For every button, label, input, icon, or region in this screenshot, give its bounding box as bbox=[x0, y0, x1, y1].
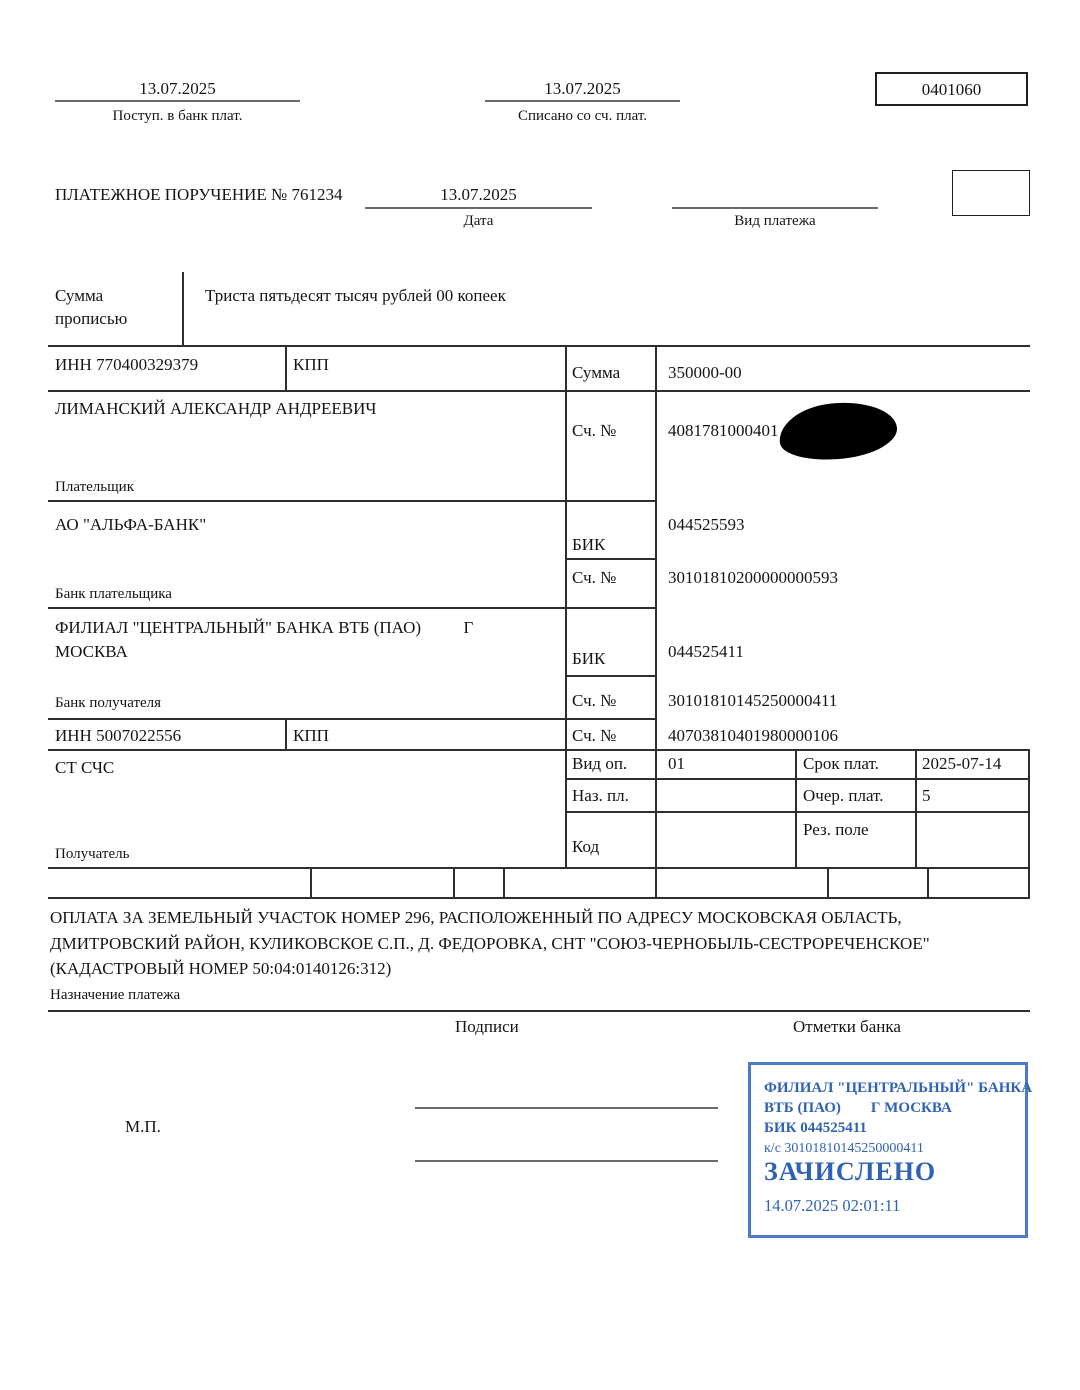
bank-stamp bbox=[748, 1062, 1033, 1238]
table-line bbox=[565, 345, 567, 867]
payer-bank-section-label: Банк плательщика bbox=[55, 586, 172, 602]
op-type-value: 01 bbox=[668, 754, 685, 773]
table-line bbox=[655, 345, 657, 897]
code-label: Код bbox=[572, 837, 600, 856]
purpose-section-label: Назначение платежа bbox=[50, 987, 181, 1003]
table-line bbox=[310, 867, 312, 897]
table-line bbox=[503, 867, 505, 897]
payer-account-label: Сч. № bbox=[572, 421, 617, 440]
payer-bank-account-label: Сч. № bbox=[572, 568, 617, 587]
table-line bbox=[927, 867, 929, 897]
mp-label: М.П. bbox=[125, 1117, 161, 1136]
doc-title: ПЛАТЕЖНОЕ ПОРУЧЕНИЕ № 761234 bbox=[55, 185, 343, 204]
table-line bbox=[285, 718, 287, 749]
amount-words-label-1: Сумма bbox=[55, 286, 104, 305]
payer-account-value: 4081781000401 bbox=[668, 421, 779, 440]
payer-bank-name: АО "АЛЬФА-БАНК" bbox=[55, 515, 207, 534]
stamp-corr-account: к/с 30101810145250000411 bbox=[764, 1141, 924, 1156]
payer-bank-bik-value: 044525593 bbox=[668, 515, 745, 534]
sum-label: Сумма bbox=[572, 363, 621, 382]
stamp-bank-name-line2: ВТБ (ПАО) Г МОСКВА bbox=[764, 1100, 952, 1116]
payment-type-box bbox=[952, 170, 1030, 216]
doc-date-underline bbox=[365, 207, 592, 209]
doc-date-label: Дата bbox=[463, 213, 494, 229]
priority-label: Очер. плат. bbox=[803, 786, 884, 805]
payee-bank-account-value: 30101810145250000411 bbox=[668, 691, 838, 710]
payee-bank-account-label: Сч. № bbox=[572, 691, 617, 710]
stamp-bank-name-line1: ФИЛИАЛ "ЦЕНТРАЛЬНЫЙ" БАНКА bbox=[764, 1080, 1033, 1096]
payee-bank-bik-label: БИК bbox=[572, 649, 606, 668]
bank-marks-label: Отметки банка bbox=[793, 1017, 901, 1036]
payee-section-label: Получатель bbox=[55, 846, 130, 862]
payee-account-label: Сч. № bbox=[572, 726, 617, 745]
signatures-label: Подписи bbox=[455, 1017, 519, 1036]
sum-value: 350000-00 bbox=[668, 363, 742, 382]
amount-words-value: Триста пятьдесят тысяч рублей 00 копеек bbox=[205, 286, 506, 305]
stamp-datetime: 14.07.2025 02:01:11 bbox=[764, 1196, 901, 1215]
table-line bbox=[453, 867, 455, 897]
payer-bank-bik-label: БИК bbox=[572, 535, 606, 554]
table-line bbox=[48, 867, 1030, 869]
payment-type-underline bbox=[672, 207, 878, 209]
table-line bbox=[565, 811, 1030, 813]
table-line bbox=[565, 778, 1030, 780]
payee-bank-section-label: Банк получателя bbox=[55, 695, 162, 711]
payer-kpp-label: КПП bbox=[293, 355, 329, 374]
table-line bbox=[48, 390, 1030, 392]
stamp-status: ЗАЧИСЛЕНО bbox=[764, 1157, 937, 1186]
table-line bbox=[565, 558, 657, 560]
form-number-box bbox=[875, 72, 1028, 106]
payee-account-value: 40703810401980000106 bbox=[668, 726, 838, 745]
table-line bbox=[1028, 749, 1030, 897]
form-number: 0401060 bbox=[921, 80, 982, 99]
table-line bbox=[795, 749, 797, 867]
payer-name: ЛИМАНСКИЙ АЛЕКСАНДР АНДРЕЕВИЧ bbox=[55, 399, 377, 418]
table-line bbox=[48, 749, 1030, 751]
table-line bbox=[48, 897, 1030, 899]
payer-bank-account-value: 30101810200000000593 bbox=[668, 568, 838, 587]
signature-line bbox=[415, 1107, 718, 1109]
debited-date-label: Списано со сч. плат. bbox=[517, 108, 648, 124]
table-line bbox=[827, 867, 829, 897]
signature-line bbox=[415, 1160, 718, 1162]
payee-bank-name-line1: ФИЛИАЛ "ЦЕНТРАЛЬНЫЙ" БАНКА ВТБ (ПАО) Г bbox=[55, 618, 474, 637]
table-line bbox=[48, 1010, 1030, 1012]
payer-section-label: Плательщик bbox=[55, 479, 134, 495]
reserve-field-label: Рез. поле bbox=[803, 820, 869, 839]
payee-kpp-label: КПП bbox=[293, 726, 329, 745]
debited-date-underline bbox=[485, 100, 680, 102]
due-date-label: Срок плат. bbox=[803, 754, 879, 773]
redaction-mark bbox=[776, 397, 899, 465]
payee-bank-bik-value: 044525411 bbox=[668, 642, 744, 661]
op-type-label: Вид оп. bbox=[572, 754, 628, 773]
table-line bbox=[915, 749, 917, 867]
payment-type-label: Вид платежа bbox=[734, 213, 816, 229]
table-line bbox=[565, 675, 657, 677]
table-line bbox=[48, 345, 1030, 347]
received-date-label: Поступ. в банк плат. bbox=[112, 108, 243, 124]
received-date-value: 13.07.2025 bbox=[139, 79, 216, 98]
doc-date-value: 13.07.2025 bbox=[440, 185, 517, 204]
payer-inn: ИНН 770400329379 bbox=[55, 355, 199, 374]
amount-words-label-2: прописью bbox=[55, 309, 128, 328]
table-line bbox=[285, 345, 287, 390]
purpose-text: ОПЛАТА ЗА ЗЕМЕЛЬНЫЙ УЧАСТОК НОМЕР 296, РАСПОЛОЖЕННЫЙ ПО АДРЕСУ МОСКОВСКАЯ ОБЛАСТЬ, ДМИТРОВСКИЙ РАЙОН, КУЛИКОВСКОЕ С.П., Д. ФЕДОРОВКА, СНТ "СОЮЗ-ЧЕРНОБЫЛЬ-СЕСТРОРЕЧЕНСКОЕ" (КАДАСТРОВЫЙ НОМЕР 50:04:0140126:312) bbox=[50, 908, 934, 978]
payee-bank-name-line2: МОСКВА bbox=[55, 642, 128, 661]
received-date-underline bbox=[55, 100, 300, 102]
amount-words-divider bbox=[182, 272, 184, 345]
payee-inn: ИНН 5007022556 bbox=[55, 726, 182, 745]
debited-date-value: 13.07.2025 bbox=[544, 79, 621, 98]
payee-name: СТ СЧС bbox=[55, 758, 115, 777]
pay-purpose-code-label: Наз. пл. bbox=[572, 786, 629, 805]
due-date-value: 2025-07-14 bbox=[922, 754, 1002, 773]
stamp-bik: БИК 044525411 bbox=[764, 1120, 867, 1136]
priority-value: 5 bbox=[922, 786, 931, 805]
